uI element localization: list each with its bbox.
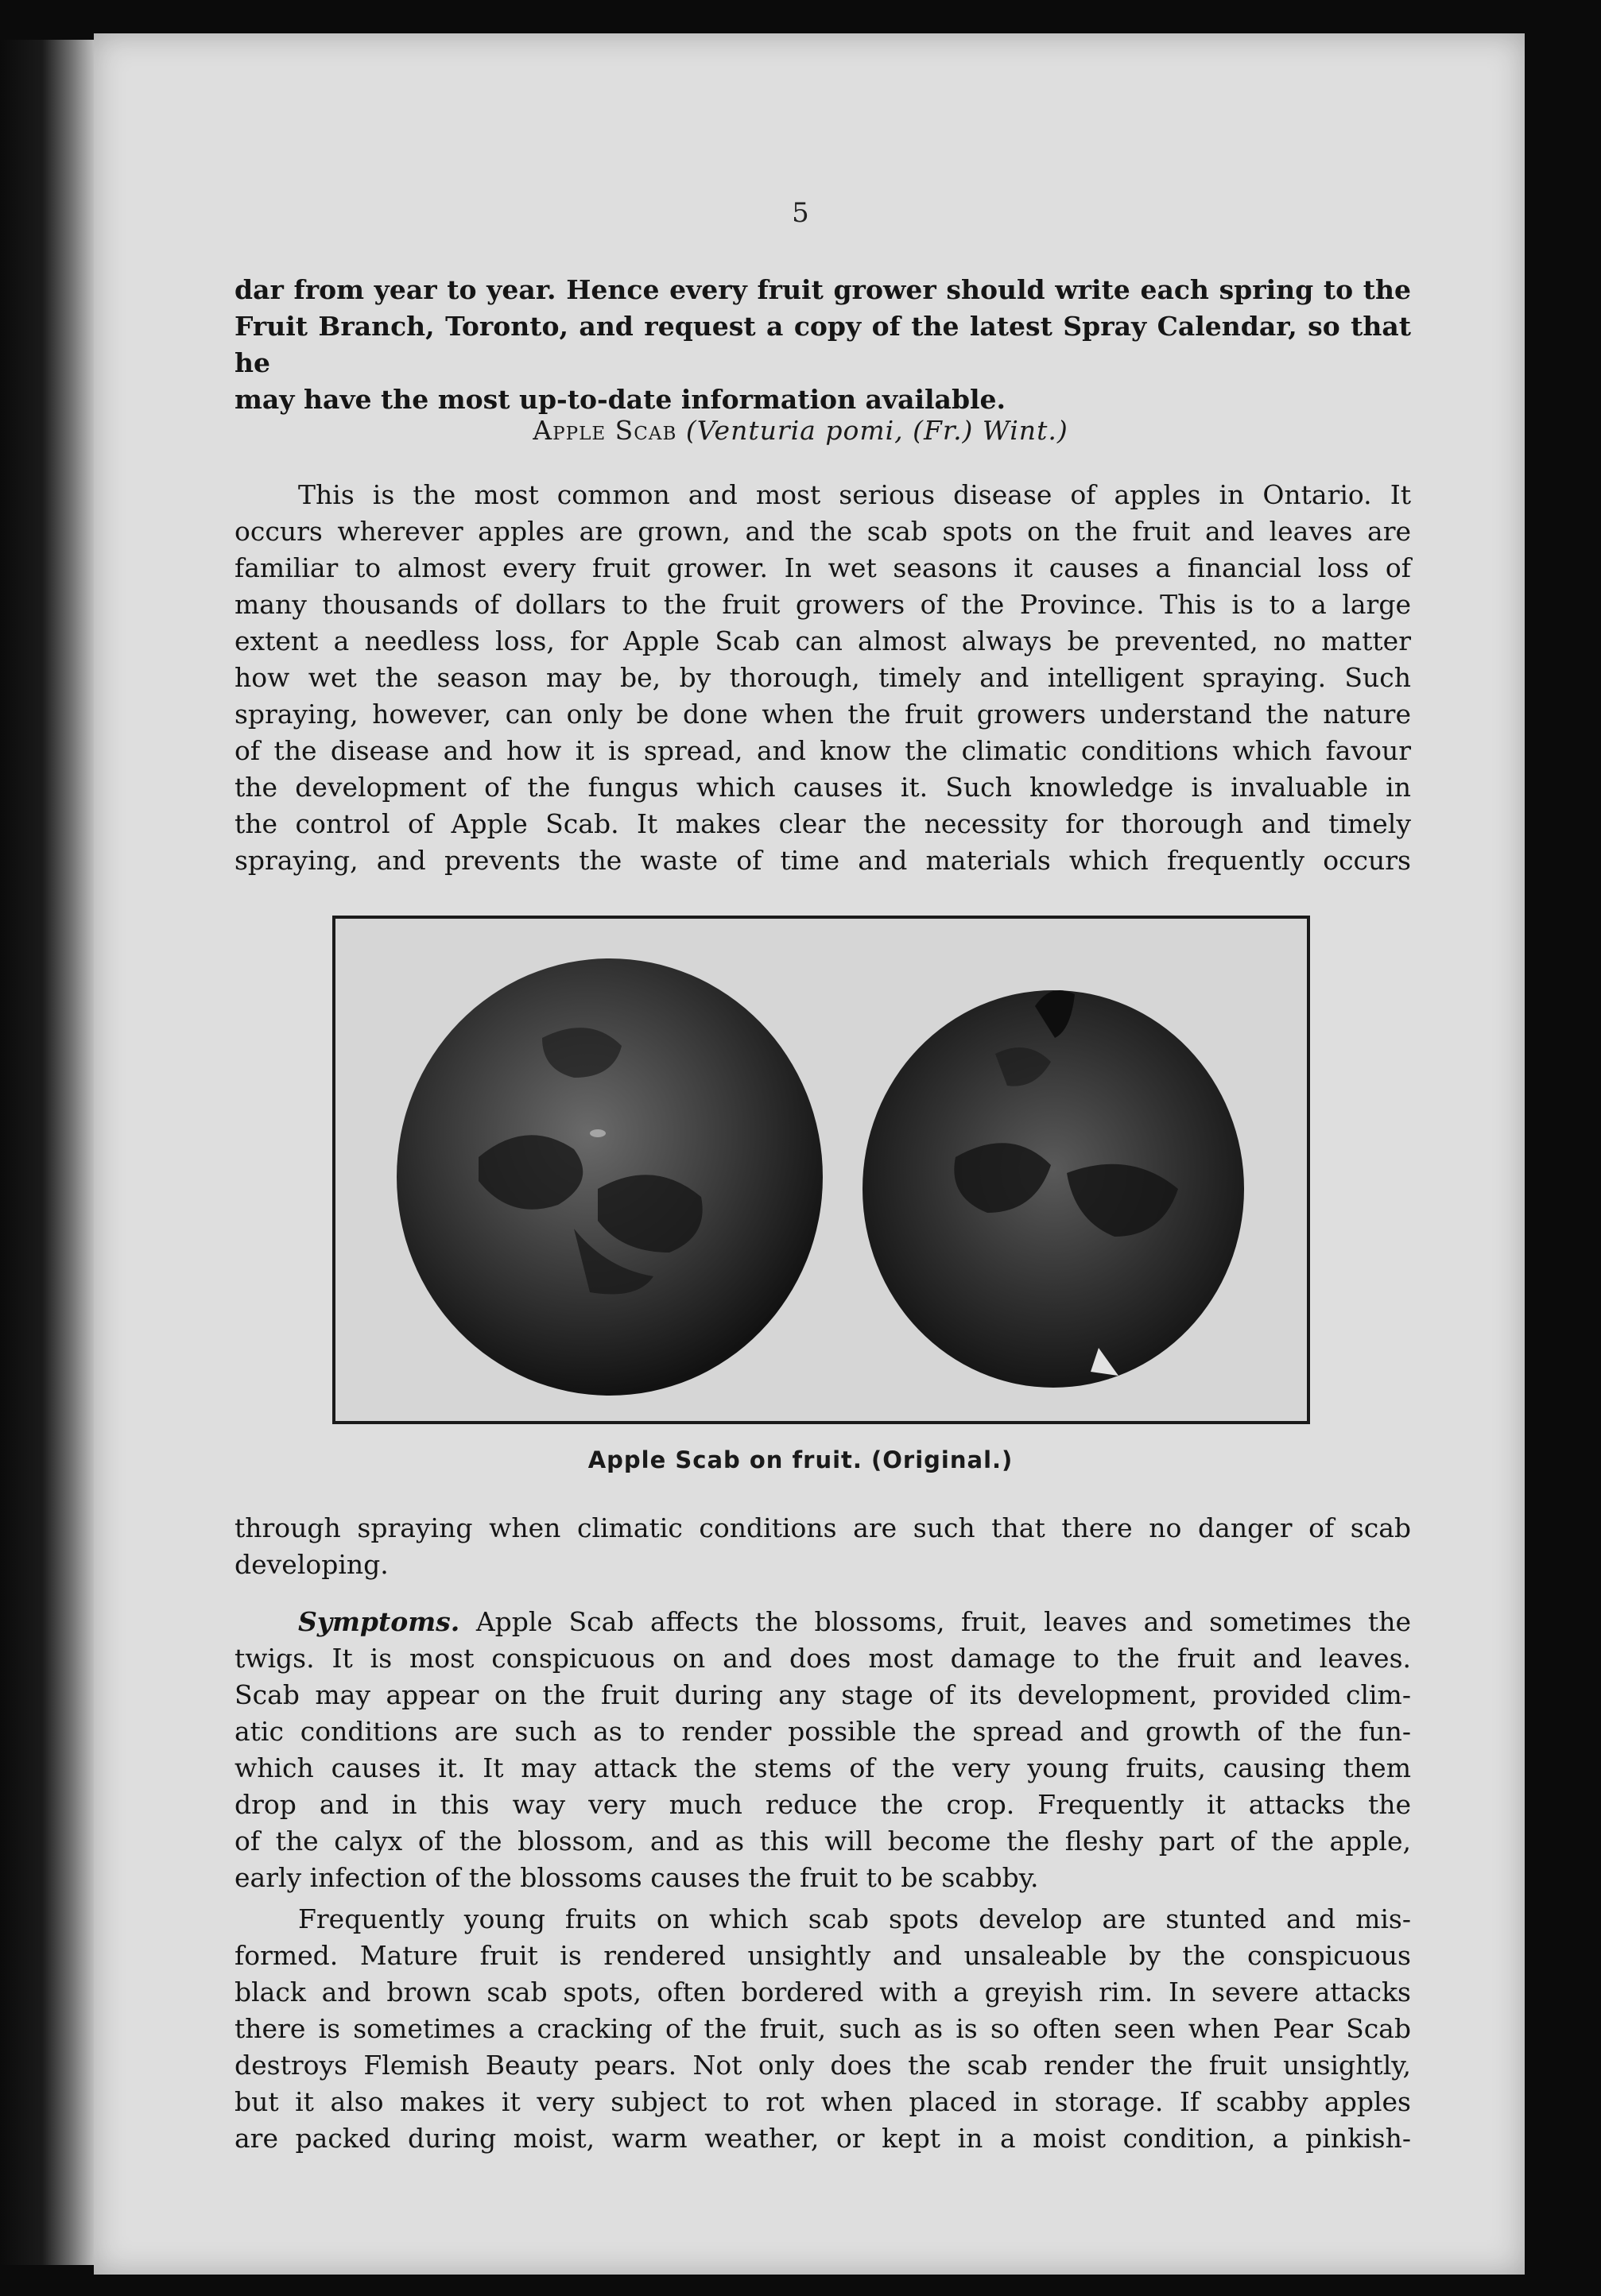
text-line: there is sometimes a cracking of the fruit, such as is so often seen when Pear Scab bbox=[235, 2013, 1411, 2044]
text-line: the development of the fungus which causes it. Such knowledge is invaluable in bbox=[235, 772, 1411, 803]
text-line: how wet the season may be, by thorough, timely and intelligent spraying. Such bbox=[235, 662, 1411, 693]
paragraph-1 bbox=[235, 477, 1411, 879]
text-line: may have the most up-to-date information available. bbox=[235, 384, 1006, 415]
text-line: atic conditions are such as to render possible the spread and growth of the fun- bbox=[235, 1716, 1411, 1747]
text-line: formed. Mature fruit is rendered unsightly and unsaleable by the conspicuous bbox=[235, 1940, 1411, 1971]
paragraph-3 bbox=[235, 1901, 1411, 2157]
apple-right bbox=[863, 990, 1244, 1388]
text-line: drop and in this way very much reduce the crop. Frequently it attacks the bbox=[235, 1789, 1411, 1820]
section-heading bbox=[0, 415, 1601, 446]
apple-left bbox=[397, 958, 823, 1396]
text-line: early infection of the blossoms causes the fruit to be scabby. bbox=[235, 1862, 1039, 1893]
text-line: occurs wherever apples are grown, and the scab spots on the fruit and leaves are bbox=[235, 516, 1411, 547]
text-line: This is the most common and most serious disease of apples in Ontario. It bbox=[298, 479, 1411, 510]
text-line: developing. bbox=[235, 1549, 389, 1580]
text-line: dar from year to year. Hence every fruit grower should write each spring to the bbox=[235, 274, 1411, 305]
text-line: black and brown scab spots, often bordered with a greyish rim. In severe attacks bbox=[235, 1977, 1411, 2008]
text-line: extent a needless loss, for Apple Scab can almost always be prevented, no matter bbox=[235, 625, 1411, 656]
page-number: 5 bbox=[792, 197, 809, 229]
symptoms-paragraph bbox=[235, 1604, 1411, 1896]
text-line: spraying, however, can only be done when the fruit growers understand the nature bbox=[235, 699, 1411, 730]
text-line: but it also makes it very subject to rot when placed in storage. If scabby apples bbox=[235, 2086, 1411, 2117]
text-line-rest: Apple Scab affects the blossoms, fruit, leaves and sometimes the bbox=[475, 1606, 1411, 1637]
text-line: spraying, and prevents the waste of time and materials which frequently occurs bbox=[235, 845, 1411, 876]
text-line: are packed during moist, warm weather, or kept in a moist condition, a pinkish- bbox=[235, 2123, 1411, 2154]
heading-title: Apple Scab bbox=[533, 415, 677, 446]
symptoms-lead: Symptoms. bbox=[298, 1606, 460, 1637]
book-spine bbox=[0, 40, 94, 2265]
text-line: Frequently young fruits on which scab spots develop are stunted and mis- bbox=[298, 1903, 1411, 1934]
text-line: Fruit Branch, Toronto, and request a copy of the latest Spray Calendar, so that he bbox=[235, 311, 1411, 378]
figure-caption: Apple Scab on fruit. (Original.) bbox=[587, 1446, 1014, 1473]
text-line: Scab may appear on the fruit during any stage of its development, provided clim- bbox=[235, 1679, 1411, 1710]
apple-scab-photo bbox=[332, 916, 1310, 1424]
text-line: many thousands of dollars to the fruit growers of the Province. This is to a large bbox=[235, 589, 1411, 620]
intro-text bbox=[235, 272, 1411, 418]
text-line: the control of Apple Scab. It makes clear the necessity for thorough and timely bbox=[235, 808, 1411, 839]
text-line: of the disease and how it is spread, and know the climatic conditions which favour bbox=[235, 735, 1411, 766]
text-line: through spraying when climatic conditions are such that there no danger of scab bbox=[235, 1512, 1411, 1543]
text-line: destroys Flemish Beauty pears. Not only does the scab render the fruit unsightly, bbox=[235, 2050, 1411, 2081]
heading-latin-name: (Venturia pomi, (Fr.) Wint.) bbox=[685, 415, 1068, 446]
paragraph-1-continued bbox=[235, 1510, 1411, 1583]
text-line: familiar to almost every fruit grower. In wet seasons it causes a financial loss of bbox=[235, 552, 1411, 583]
text-line: of the calyx of the blossom, and as this will become the fleshy part of the apple, bbox=[235, 1826, 1411, 1857]
text-line: which causes it. It may attack the stems of the very young fruits, causing them bbox=[235, 1752, 1411, 1783]
text-line bbox=[235, 1604, 1411, 1640]
apples-illustration bbox=[335, 919, 1307, 1421]
text-line: twigs. It is most conspicuous on and does most damage to the fruit and leaves. bbox=[235, 1643, 1411, 1674]
